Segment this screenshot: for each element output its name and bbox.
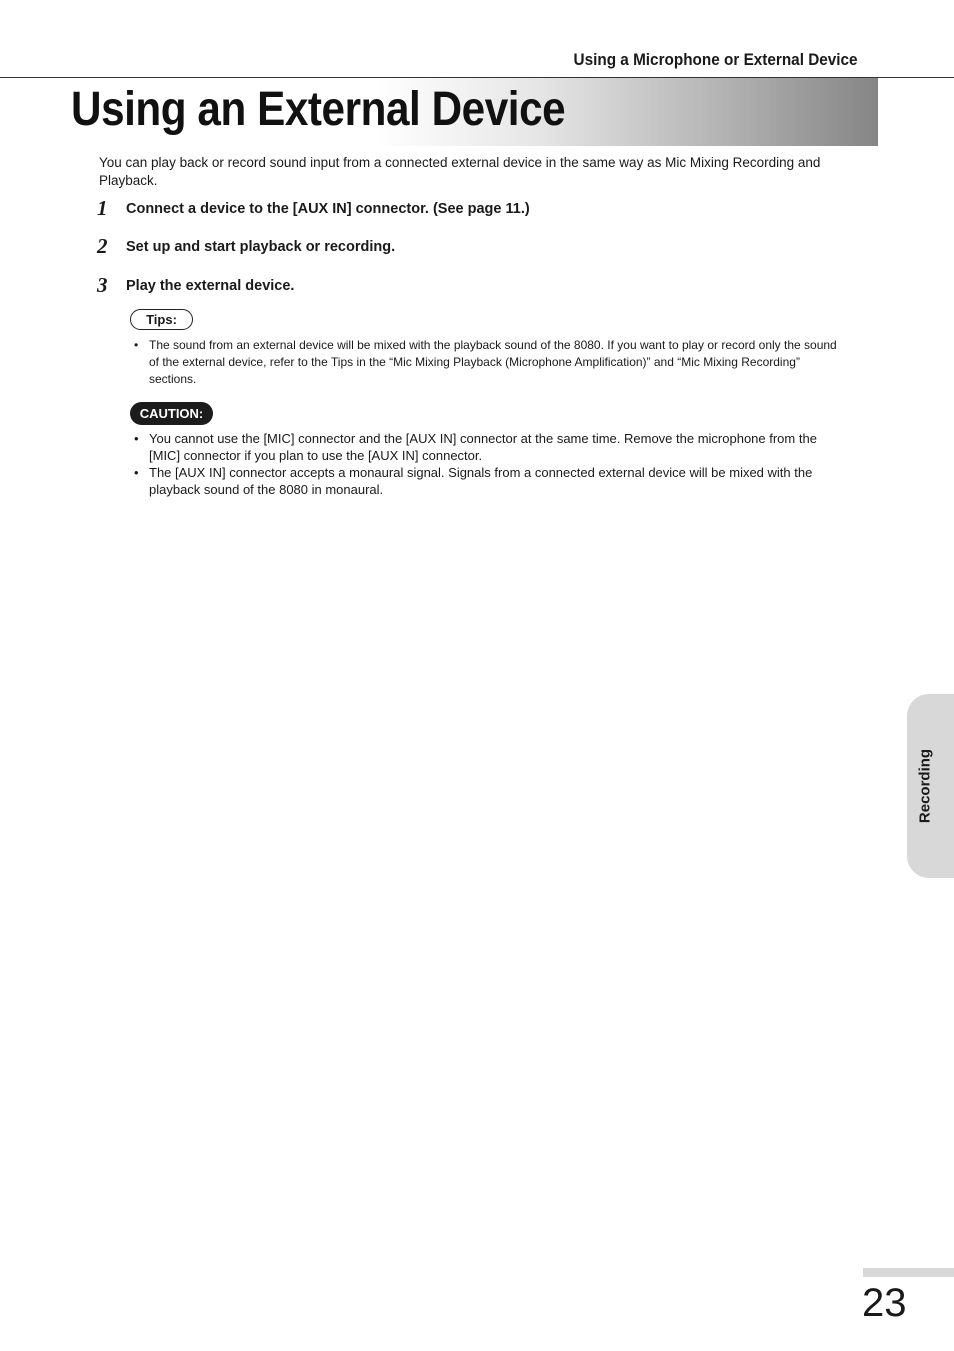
page-title: Using an External Device <box>71 83 566 136</box>
page-number: 23 <box>862 1281 907 1325</box>
list-item: • The sound from an external device will be mixed with the playback sound of the 8080. If you want to play or record only the sound of the external device, refer to the Tips in the “Mic Mixing Playback (Microphone Amplification)” and “Mic Mixing Recording” sections. <box>133 337 849 388</box>
step-number: 3 <box>97 273 108 297</box>
page-number-bar <box>863 1268 954 1277</box>
side-tab-text: Recording <box>916 748 934 824</box>
step-text: Set up and start playback or recording. <box>126 239 396 255</box>
step-text: Play the external device. <box>126 278 295 294</box>
step-2 <box>97 234 857 258</box>
tips-badge: Tips: <box>130 309 193 330</box>
intro-paragraph: You can play back or record sound input from a connected external device in the same way as Mic Mixing Recording and Playback. <box>99 155 821 188</box>
list-item: • You cannot use the [MIC] connector and the [AUX IN] connector at the same time. Remove the microphone from the [MIC] connector if you plan to use the [AUX IN] connector. <box>133 430 849 464</box>
list-item: • The [AUX IN] connector accepts a monaural signal. Signals from a connected external device will be mixed with the playback sound of the 8080 in monaural. <box>133 464 849 498</box>
tips-list <box>133 337 849 388</box>
step-number: 1 <box>97 196 108 220</box>
caution-list <box>133 430 849 498</box>
caution-badge: CAUTION: <box>130 402 213 425</box>
step-number: 2 <box>97 234 108 258</box>
step-text: Connect a device to the [AUX IN] connector. (See page 11.) <box>126 201 530 217</box>
step-1 <box>97 196 857 220</box>
step-3 <box>97 273 857 297</box>
running-header: Using a Microphone or External Device <box>574 50 858 69</box>
